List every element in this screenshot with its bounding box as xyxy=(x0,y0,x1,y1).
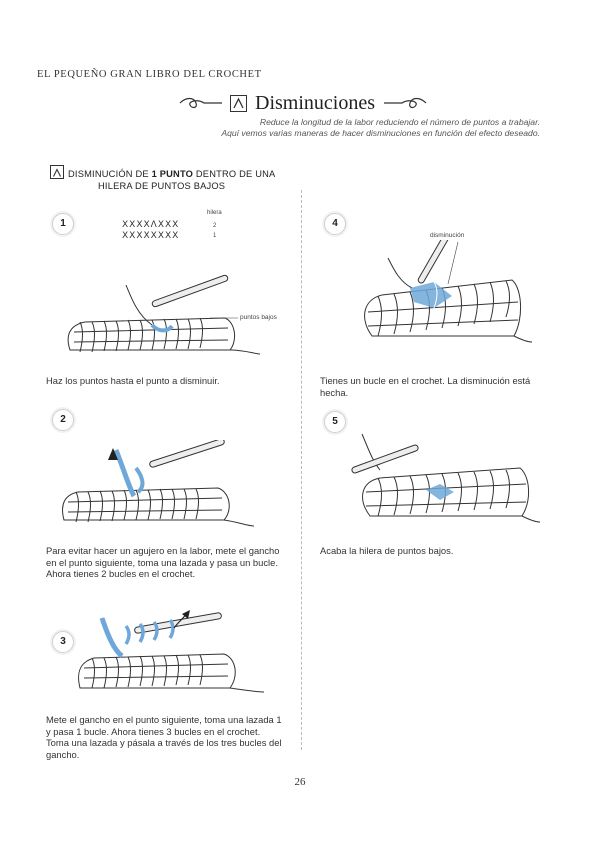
page-subtitle xyxy=(100,117,540,138)
symbol-row-1: XXXXXXXX xyxy=(122,231,180,241)
column-divider xyxy=(301,190,303,750)
step-number-5: 5 xyxy=(324,411,346,433)
section-title-part2: DENTRO DE UNA xyxy=(193,169,276,179)
row-2-number: 2 xyxy=(213,223,217,229)
section-title xyxy=(68,168,298,192)
page-title: Disminuciones xyxy=(255,92,375,114)
step-number-3: 3 xyxy=(52,631,74,653)
step-4-illustration xyxy=(352,240,532,360)
step-3-caption: Mete el gancho en el punto siguiente, toma una lazada 1 y pasa 1 bucle. Ahora tienes 3 bucles en el crochet. Toma una lazada y pásala a través de los tres bucles del gancho. xyxy=(46,714,282,760)
triangle-symbol-icon xyxy=(50,165,64,179)
step-1-caption: Haz los puntos hasta el punto a disminuir. xyxy=(46,375,220,386)
step-number-2: 2 xyxy=(52,409,74,431)
step-number-4: 4 xyxy=(324,213,346,235)
triangle-symbol-icon xyxy=(230,95,247,112)
row-1-number: 1 xyxy=(213,233,217,239)
section-title-part1: DISMINUCIÓN DE xyxy=(68,169,152,179)
chapter-heading xyxy=(0,92,600,118)
chart-header-label: hilera xyxy=(207,210,222,216)
step-3-illustration xyxy=(74,610,294,710)
book-title: EL PEQUEÑO GRAN LIBRO DEL CROCHET xyxy=(37,69,262,80)
page-number: 26 xyxy=(294,776,306,788)
step-4-caption: Tienes un bucle en el crochet. La disminución está hecha. xyxy=(320,375,531,398)
step-5-illustration xyxy=(340,430,540,535)
subtitle-line-1: Reduce la longitud de la labor reduciendo el número de puntos a trabajar. xyxy=(259,117,540,127)
symbol-row-2: XXXXΛXXX xyxy=(122,220,180,230)
step-5-caption: Acaba la hilera de puntos bajos. xyxy=(320,545,454,556)
section-title-bold: 1 PUNTO xyxy=(151,169,194,179)
puntos-bajos-label: puntos bajos xyxy=(240,314,277,321)
right-flourish-icon xyxy=(382,96,428,110)
subtitle-line-2: Aquí vemos varias maneras de hacer disminuciones en función del efecto deseado. xyxy=(221,127,540,138)
section-title-line2: HILERA DE PUNTOS BAJOS xyxy=(98,181,226,191)
disminucion-label: disminución xyxy=(430,232,465,239)
left-flourish-icon xyxy=(178,96,224,110)
step-2-caption: Para evitar hacer un agujero en la labor, mete el gancho en el punto siguiente, toma una lazada y pasa un bucle. Ahora tienes 2 bucles en el crochet. xyxy=(46,545,280,580)
step-number-1: 1 xyxy=(52,213,74,235)
step-2-illustration xyxy=(58,440,288,535)
